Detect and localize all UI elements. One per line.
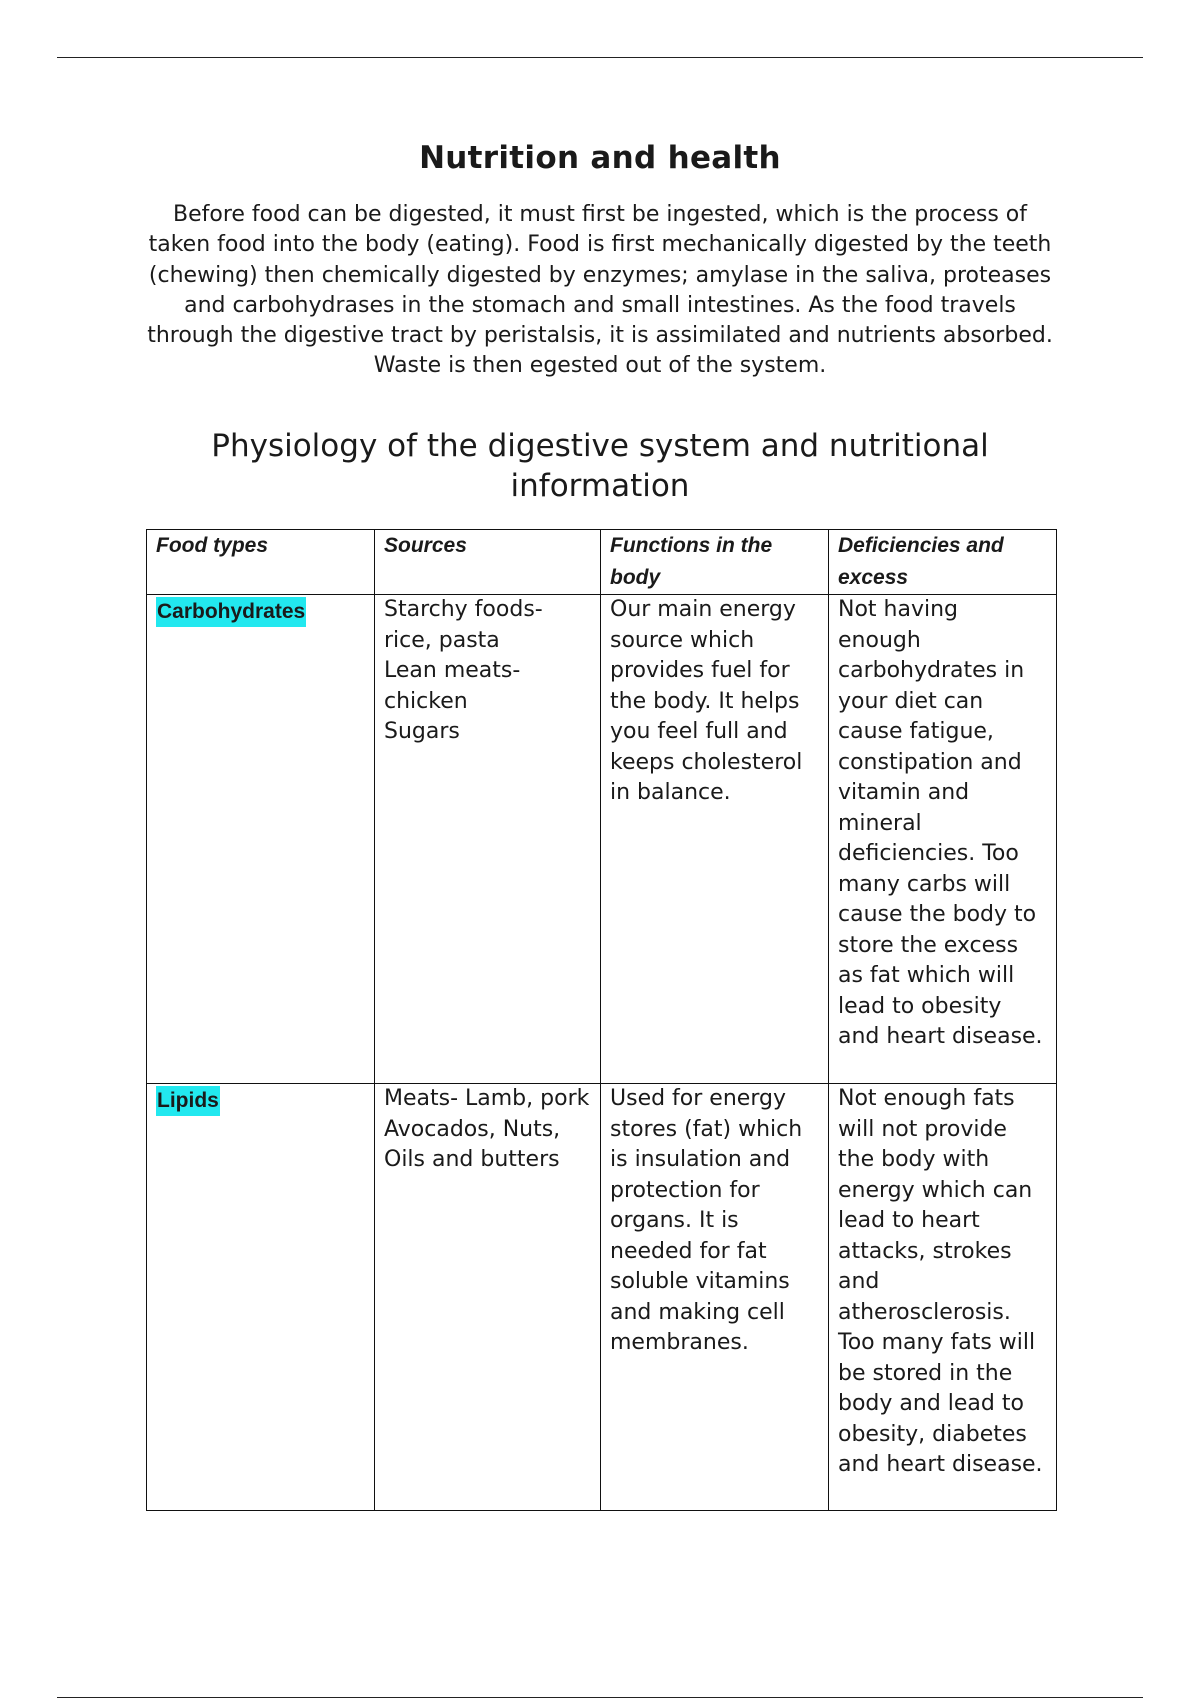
header-functions: Functions in the body xyxy=(601,530,829,595)
source-item: Meats- Lamb, pork xyxy=(384,1086,590,1111)
table-row xyxy=(147,1084,1057,1511)
source-item: Sugars xyxy=(384,719,460,744)
source-item: Lean meats- chicken xyxy=(384,658,521,714)
section-heading: Physiology of the digestive system and nutritional information xyxy=(211,428,989,504)
source-item: Starchy foods- rice, pasta xyxy=(384,597,543,653)
header-deficiencies: Deficiencies and excess xyxy=(829,530,1057,595)
food-type-cell xyxy=(147,1084,375,1511)
food-type-label: Carbohydrates xyxy=(156,597,306,627)
nutrition-table xyxy=(146,529,1057,1511)
food-type-label: Lipids xyxy=(156,1086,220,1116)
deficiencies-cell: Not enough fats will not provide the body with energy which can lead to heart attacks, strokes and atherosclerosis. Too many fats will be stored in the body and lead to obesity, diabetes and heart disease. xyxy=(829,1084,1057,1511)
intro-paragraph: Before food can be digested, it must first be ingested, which is the process of taken food into the body (eating). Food is first mechanically digested by the teeth (chewing) then chemically digested by enzymes; amylase in the saliva, proteases and carbohydrases in the stomach and small intestines. As the food travels through the digestive tract by peristalsis, it is assimilated and nutrients absorbed. Waste is then egested out of the system. xyxy=(147,202,1053,379)
sources-cell xyxy=(375,595,601,1084)
source-item: Avocados, Nuts, Oils and butters xyxy=(384,1116,561,1172)
table-header-row xyxy=(147,530,1057,595)
sources-cell xyxy=(375,1084,601,1511)
header-sources: Sources xyxy=(375,530,601,595)
functions-cell: Used for energy stores (fat) which is insulation and protection for organs. It is needed for fat soluble vitamins and making cell membranes. xyxy=(601,1084,829,1511)
footer-rule xyxy=(57,1697,1143,1698)
table-row xyxy=(147,595,1057,1084)
functions-cell: Our main energy source which provides fuel for the body. It helps you feel full and keeps cholesterol in balance. xyxy=(601,595,829,1084)
page-title: Nutrition and health xyxy=(419,140,781,176)
header-food-types: Food types xyxy=(147,530,375,595)
deficiencies-cell: Not having enough carbohydrates in your diet can cause fatigue, constipation and vitamin and mineral deficiencies. Too many carbs will cause the body to store the excess as fat which will lead to obesity and heart disease. xyxy=(829,595,1057,1084)
food-type-cell xyxy=(147,595,375,1084)
header-rule xyxy=(57,57,1143,58)
